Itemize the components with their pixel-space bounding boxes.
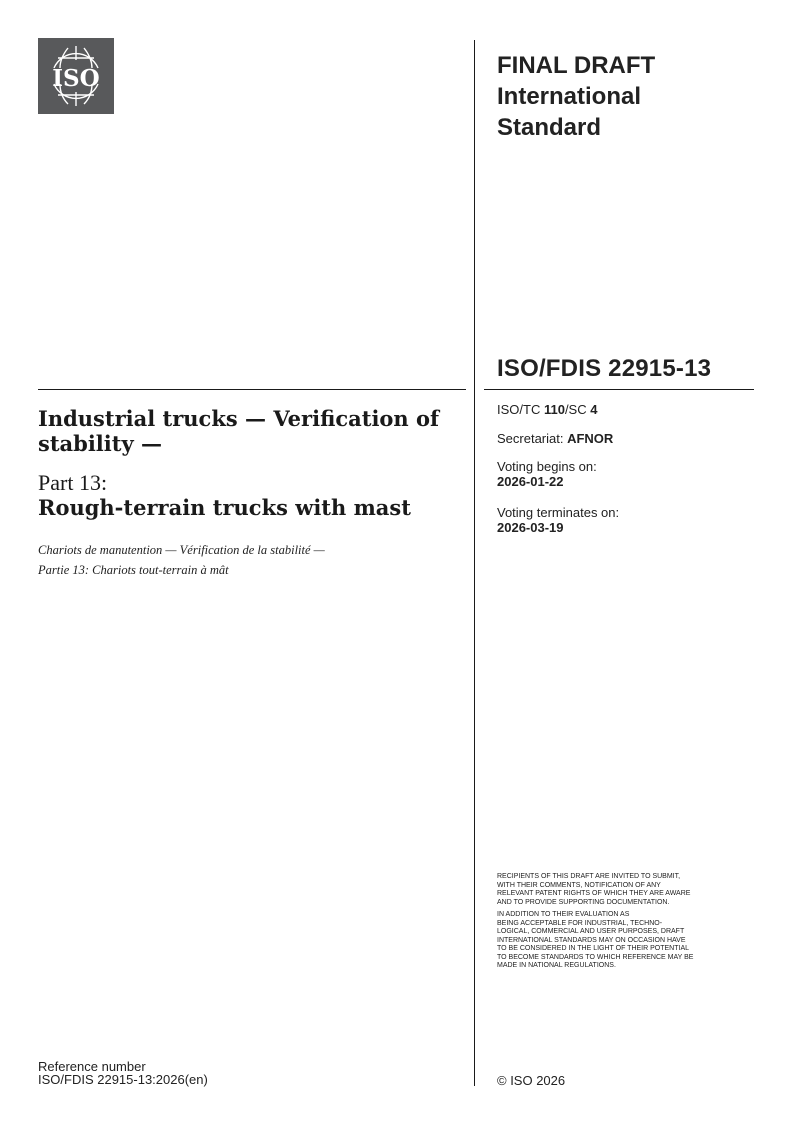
part-title: Rough-terrain trucks with mast	[38, 495, 411, 520]
logo-text: ISO	[52, 65, 100, 92]
reference-number: Reference number ISO/FDIS 22915-13:2026(en)	[38, 1059, 208, 1087]
sc-number: 4	[590, 402, 598, 417]
secretariat-line: Secretariat: AFNOR	[497, 431, 614, 446]
voting-begins: Voting begins on: 2026-01-22	[497, 459, 597, 489]
voting-terminates-date: 2026-03-19	[497, 520, 564, 535]
vertical-divider	[474, 40, 475, 1086]
iso-logo	[38, 38, 114, 114]
secretariat-value: AFNOR	[567, 431, 614, 446]
document-type	[497, 50, 757, 143]
part-label: Part 13:	[38, 470, 108, 495]
left-horizontal-rule	[38, 389, 466, 390]
doc-type-line: Standard	[497, 114, 602, 141]
committee-line: ISO/TC 110/SC 4	[497, 402, 598, 417]
right-horizontal-rule	[484, 389, 754, 390]
doc-type-line: FINAL DRAFT	[497, 52, 656, 79]
main-title: Industrial trucks — Verification of stability —	[38, 406, 440, 456]
voting-begins-date: 2026-01-22	[497, 474, 564, 489]
copyright: © ISO 2026	[497, 1073, 566, 1088]
document-number: ISO/FDIS 22915-13	[497, 355, 712, 382]
doc-type-line: International	[497, 83, 642, 110]
tc-number: 110	[543, 402, 565, 417]
reference-value: ISO/FDIS 22915-13:2026(en)	[38, 1072, 208, 1087]
iso-globe-icon	[38, 38, 114, 114]
voting-terminates: Voting terminates on: 2026-03-19	[497, 505, 620, 535]
patent-notice: RECIPIENTS OF THIS DRAFT ARE INVITED TO SUBMIT, WITH THEIR COMMENTS, NOTIFICATION OF ANY RELEVANT PATENT RIGHTS OF WHICH THEY ARE AWARE AND TO PROVIDE SUPPORTING DOCUMENTATION.	[497, 873, 691, 906]
evaluation-notice: IN ADDITION TO THEIR EVALUATION AS BEING ACCEPTABLE FOR INDUSTRIAL, TECHNO- LOGICAL, COMMERCIAL AND USER PURPOSES, DRAFT INTERNATIONAL STANDARDS MAY ON OCCASION HAVE TO BE CONSIDERED IN THE LIGHT OF THEIR POTENTIAL TO BECOME STANDARDS TO WHICH REFERENCE MAY BE MADE IN NATIONAL REGULATIONS.	[497, 911, 694, 969]
french-title: Chariots de manutention — Vérification de la stabilité — Partie 13: Chariots tout-terrain à mât	[38, 543, 325, 577]
